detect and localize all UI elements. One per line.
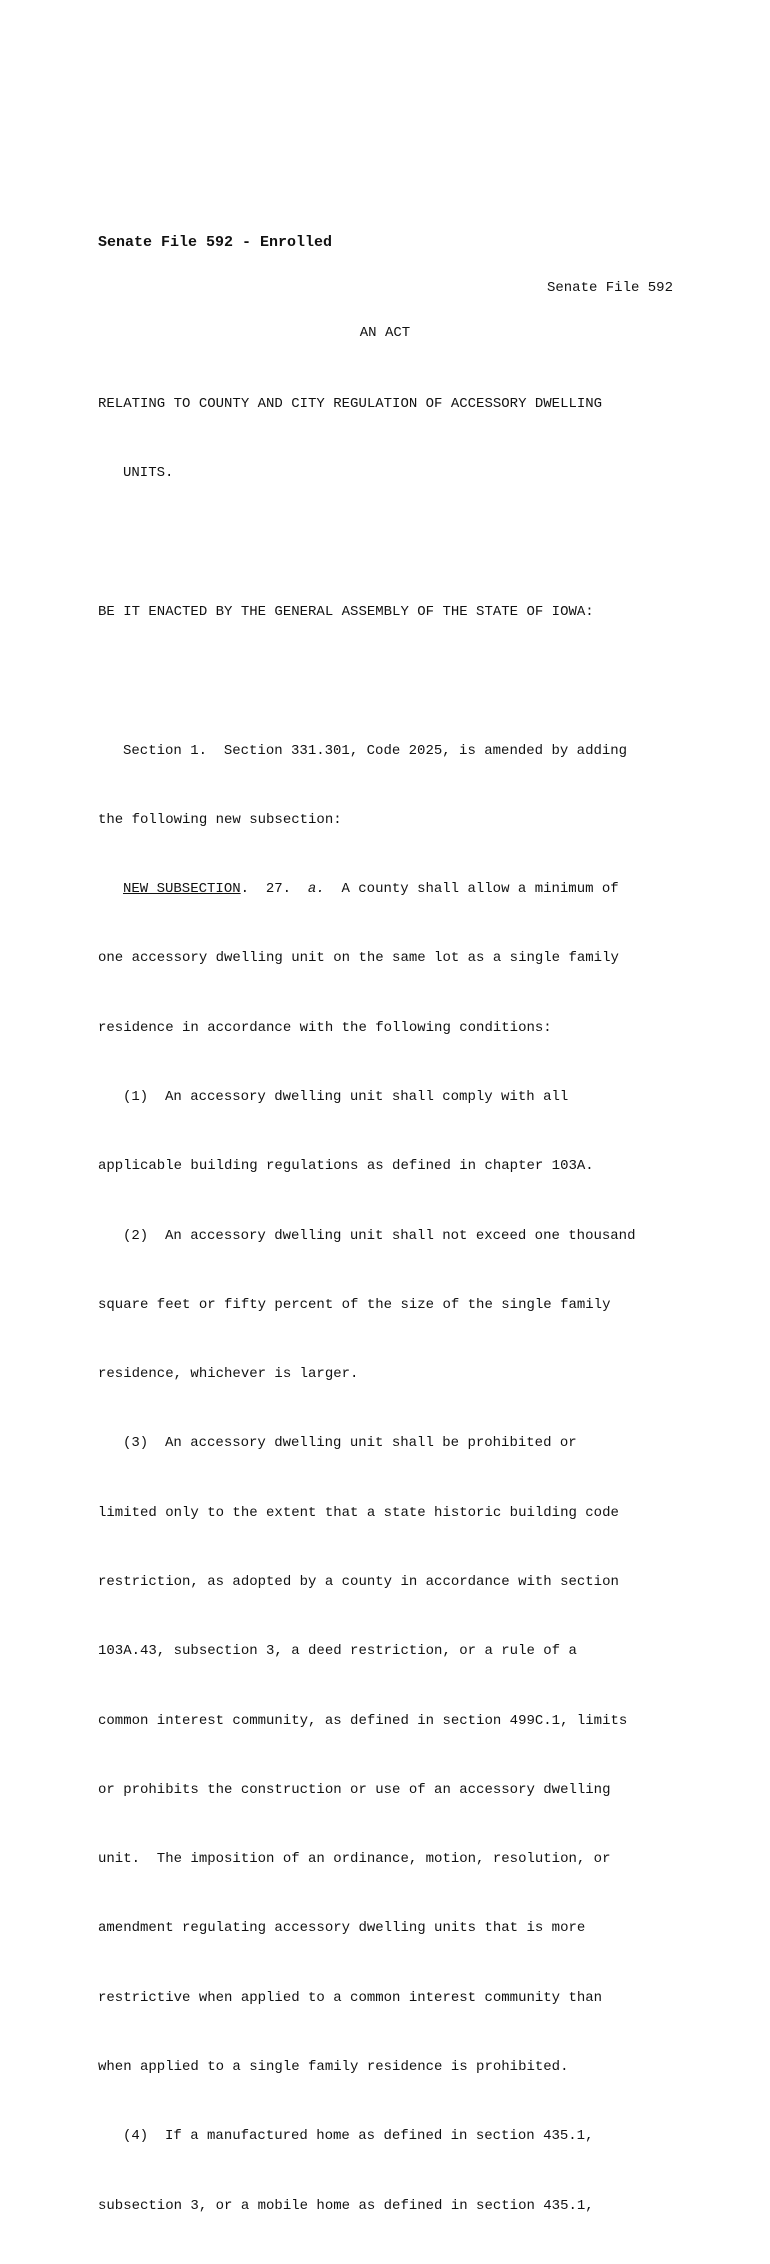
- condition-3-line-3: restriction, as adopted by a county in accordance with section: [98, 1573, 619, 1590]
- subsection-number: . 27.: [240, 881, 308, 898]
- condition-2-line-2: square feet or fifty percent of the size of the single family: [98, 1296, 611, 1313]
- condition-3-line-7: unit. The imposition of an ordinance, motion, resolution, or: [98, 1851, 611, 1868]
- file-number-label: Senate File 592: [546, 280, 673, 296]
- paragraph-a-text: A county shall allow a minimum of: [324, 881, 619, 898]
- page-title: Senate File 592 - Enrolled: [98, 234, 333, 251]
- condition-3-line-4: 103A.43, subsection 3, a deed restriction, or a rule of a: [98, 1643, 577, 1660]
- relating-line-2-text: UNITS.: [123, 465, 174, 482]
- section-1-line-1: [98, 740, 698, 763]
- condition-3-line-6: or prohibits the construction or use of an accessory dwelling: [98, 1781, 611, 1798]
- paragraph-a-line-2: one accessory dwelling unit on the same lot as a single family: [98, 950, 619, 967]
- paragraph-a-line-3: residence in accordance with the following conditions:: [98, 1019, 552, 1036]
- condition-4-line-2: subsection 3, or a mobile home as defined in section 435.1,: [98, 2197, 594, 2214]
- relating-line-2: [98, 462, 698, 485]
- condition-1-line-1: [98, 1086, 698, 1109]
- condition-1-text: (1) An accessory dwelling unit shall comply with all: [123, 1089, 569, 1105]
- relating-line-1: RELATING TO COUNTY AND CITY REGULATION OF ACCESSORY DWELLING: [98, 396, 603, 413]
- paragraph-letter: a.: [307, 881, 325, 898]
- section-1-line-2: the following new subsection:: [98, 811, 342, 828]
- condition-3-line-1: [98, 1432, 698, 1455]
- new-subsection-label: NEW SUBSECTION: [123, 881, 241, 898]
- blank-line: [98, 670, 698, 693]
- condition-2-line-1: [98, 1225, 698, 1248]
- condition-2-text: (2) An accessory dwelling unit shall not exceed one thousand: [123, 1227, 636, 1244]
- bill-body: [98, 347, 698, 2264]
- condition-3-line-5: common interest community, as defined in section 499C.1, limits: [98, 1712, 628, 1729]
- condition-3-line-9: restrictive when applied to a common interest community than: [98, 1989, 603, 2006]
- condition-2-line-3: residence, whichever is larger.: [98, 1366, 359, 1383]
- condition-4-line-1: [98, 2125, 698, 2148]
- condition-3-text: (3) An accessory dwelling unit shall be prohibited or: [123, 1435, 577, 1452]
- condition-1-line-2: applicable building regulations as defined in chapter 103A.: [98, 1158, 594, 1175]
- condition-3-line-2: limited only to the extent that a state historic building code: [98, 1504, 619, 1521]
- condition-3-line-10: when applied to a single family residence is prohibited.: [98, 2058, 569, 2075]
- act-heading: AN ACT: [359, 325, 411, 341]
- enacting-clause: BE IT ENACTED BY THE GENERAL ASSEMBLY OF THE STATE OF IOWA:: [98, 604, 594, 621]
- condition-3-line-8: amendment regulating accessory dwelling units that is more: [98, 1920, 586, 1937]
- section-1-text: Section 1. Section 331.301, Code 2025, is amended by adding: [123, 742, 628, 759]
- blank-line: [98, 532, 698, 555]
- subsection-27-line: [98, 878, 698, 901]
- condition-4-text: (4) If a manufactured home as defined in section 435.1,: [123, 2128, 594, 2145]
